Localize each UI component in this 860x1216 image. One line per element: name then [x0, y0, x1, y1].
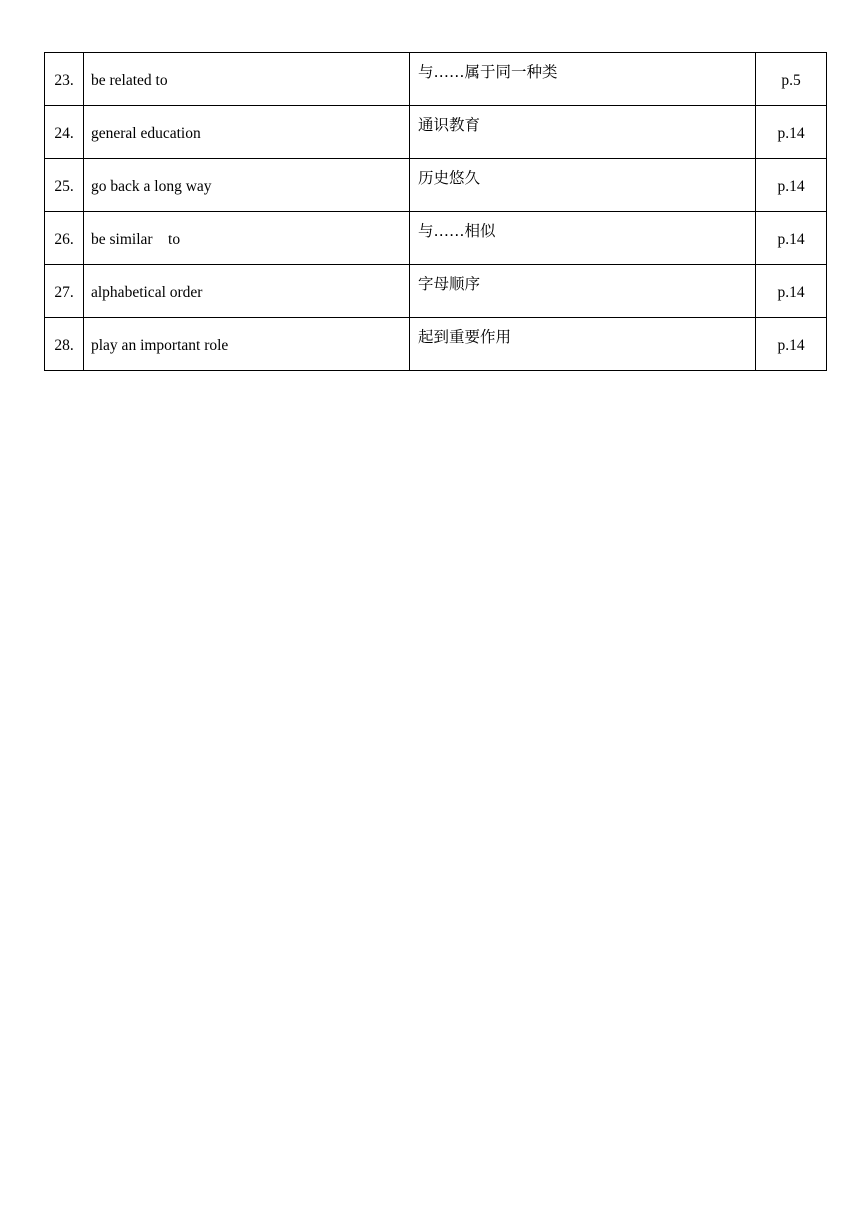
phrase-cell	[84, 53, 410, 106]
row-number-cell	[45, 106, 84, 159]
row-number-cell	[45, 159, 84, 212]
phrase-cell	[84, 318, 410, 371]
page-reference: p.14	[777, 284, 805, 301]
table-row	[45, 212, 827, 265]
meaning-cell	[410, 53, 756, 106]
table-row	[45, 53, 827, 106]
page-ref-cell	[756, 106, 827, 159]
english-phrase: play an important role	[91, 337, 229, 354]
page-ref-cell	[756, 53, 827, 106]
page-ref-cell	[756, 318, 827, 371]
table-row	[45, 318, 827, 371]
vocabulary-table-body	[45, 53, 827, 371]
meaning-cell	[410, 318, 756, 371]
page-reference: p.14	[777, 231, 805, 248]
chinese-meaning: 与……相似	[418, 222, 496, 240]
vocabulary-table	[44, 52, 827, 371]
page-ref-cell	[756, 159, 827, 212]
english-phrase: be similar to	[91, 231, 181, 248]
row-number: 26.	[54, 231, 74, 248]
meaning-cell	[410, 265, 756, 318]
row-number-cell	[45, 265, 84, 318]
english-phrase: go back a long way	[91, 178, 212, 195]
row-number: 23.	[54, 72, 74, 89]
table-row	[45, 265, 827, 318]
page-reference: p.5	[781, 72, 801, 89]
page-ref-cell	[756, 265, 827, 318]
chinese-meaning: 通识教育	[418, 116, 481, 134]
row-number: 28.	[54, 337, 74, 354]
page-ref-cell	[756, 212, 827, 265]
meaning-cell	[410, 212, 756, 265]
phrase-cell	[84, 265, 410, 318]
row-number-cell	[45, 318, 84, 371]
table-row	[45, 159, 827, 212]
page-reference: p.14	[777, 125, 805, 142]
row-number-cell	[45, 212, 84, 265]
phrase-cell	[84, 159, 410, 212]
row-number: 27.	[54, 284, 74, 301]
phrase-cell	[84, 106, 410, 159]
table-row	[45, 106, 827, 159]
meaning-cell	[410, 159, 756, 212]
page-reference: p.14	[777, 337, 805, 354]
chinese-meaning: 起到重要作用	[418, 328, 512, 346]
phrase-cell	[84, 212, 410, 265]
row-number: 24.	[54, 125, 74, 142]
english-phrase: alphabetical order	[91, 284, 203, 301]
chinese-meaning: 历史悠久	[418, 169, 481, 187]
page-reference: p.14	[777, 178, 805, 195]
chinese-meaning: 与……属于同一种类	[418, 63, 558, 81]
english-phrase: be related to	[91, 72, 168, 89]
row-number: 25.	[54, 178, 74, 195]
meaning-cell	[410, 106, 756, 159]
row-number-cell	[45, 53, 84, 106]
english-phrase: general education	[91, 125, 201, 142]
chinese-meaning: 字母顺序	[418, 275, 481, 293]
